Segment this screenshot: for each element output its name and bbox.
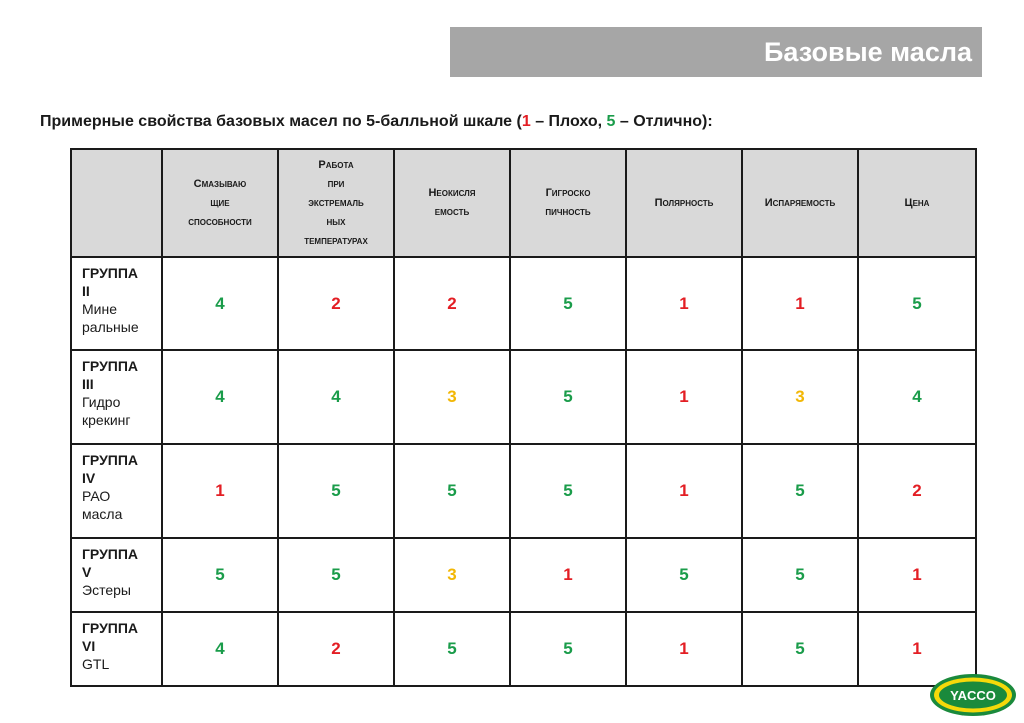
- row-group-desc: Гидро крекинг: [82, 394, 131, 428]
- score-cell: 2: [278, 257, 394, 350]
- column-header: [858, 149, 976, 257]
- score-cell: 5: [278, 444, 394, 538]
- column-header-label: Смазываю щие способности: [188, 177, 252, 228]
- subtitle-bad-text: – Плохо,: [530, 113, 607, 130]
- yacco-logo: [928, 672, 1018, 718]
- subtitle-good-number: 5: [606, 113, 616, 130]
- column-header-label: Полярность: [654, 196, 714, 209]
- column-header: [278, 149, 394, 257]
- row-header: [71, 257, 162, 350]
- row-header: [71, 350, 162, 444]
- score-cell: 1: [626, 612, 742, 686]
- score-cell: 1: [858, 612, 976, 686]
- column-header: [510, 149, 626, 257]
- score-cell: 5: [742, 612, 858, 686]
- score-cell: 5: [162, 538, 278, 612]
- score-cell: 2: [394, 257, 510, 350]
- score-cell: 1: [510, 538, 626, 612]
- score-cell: 4: [162, 612, 278, 686]
- score-cell: 5: [510, 612, 626, 686]
- header-corner-cell: [71, 149, 162, 257]
- score-cell: 1: [858, 538, 976, 612]
- score-cell: 4: [858, 350, 976, 444]
- column-header: [394, 149, 510, 257]
- table-row: [71, 538, 976, 612]
- column-header: [162, 149, 278, 257]
- score-cell: 5: [510, 257, 626, 350]
- subtitle-bad-number: 1: [521, 113, 531, 130]
- page-title: Базовые масла: [764, 36, 972, 67]
- row-group-desc: Эстеры: [82, 582, 131, 598]
- score-cell: 3: [394, 350, 510, 444]
- row-group-desc: РАО масла: [82, 488, 123, 522]
- score-cell: 4: [162, 257, 278, 350]
- column-header-label: Неокисля емость: [428, 187, 476, 218]
- score-cell: 2: [278, 612, 394, 686]
- score-cell: 1: [162, 444, 278, 538]
- score-cell: 5: [394, 612, 510, 686]
- score-cell: 5: [510, 350, 626, 444]
- row-header: [71, 444, 162, 538]
- score-cell: 5: [510, 444, 626, 538]
- row-group-desc: Мине ральные: [82, 301, 139, 335]
- subtitle-prefix: Примерные свойства базовых масел по 5-балльной шкале (: [40, 113, 522, 130]
- column-header: [742, 149, 858, 257]
- table-row: [71, 612, 976, 686]
- row-header: [71, 538, 162, 612]
- score-cell: 1: [626, 350, 742, 444]
- row-group-label: ГРУППА II: [82, 265, 139, 299]
- score-cell: 5: [742, 444, 858, 538]
- row-group-label: ГРУППА III: [82, 358, 139, 392]
- row-group-label: ГРУППА VI: [82, 620, 139, 654]
- table-row: [71, 350, 976, 444]
- score-cell: 3: [394, 538, 510, 612]
- row-group-label: ГРУППА V: [82, 546, 139, 580]
- logo-text: YACCO: [950, 688, 996, 703]
- row-group-label: ГРУППА IV: [82, 452, 139, 486]
- score-cell: 4: [162, 350, 278, 444]
- score-cell: 3: [742, 350, 858, 444]
- subtitle-good-text: – Отлично):: [615, 113, 713, 130]
- subtitle: [40, 113, 713, 131]
- column-header-label: Цена: [904, 196, 930, 209]
- table-row: [71, 444, 976, 538]
- properties-table: [70, 148, 977, 687]
- column-header-label: Испаряемость: [764, 196, 836, 209]
- column-header-label: Работа при экстремаль ных температурах: [304, 158, 368, 247]
- header-row: [71, 149, 976, 257]
- score-cell: 5: [858, 257, 976, 350]
- score-cell: 5: [278, 538, 394, 612]
- column-header-label: Гигроско пичность: [545, 187, 591, 218]
- column-header: [626, 149, 742, 257]
- score-cell: 5: [742, 538, 858, 612]
- score-cell: 1: [742, 257, 858, 350]
- score-cell: 1: [626, 444, 742, 538]
- score-cell: 4: [278, 350, 394, 444]
- table-row: [71, 257, 976, 350]
- score-cell: 5: [394, 444, 510, 538]
- title-bar: [450, 27, 982, 77]
- score-cell: 2: [858, 444, 976, 538]
- score-cell: 5: [626, 538, 742, 612]
- row-header: [71, 612, 162, 686]
- row-group-desc: GTL: [82, 656, 110, 672]
- score-cell: 1: [626, 257, 742, 350]
